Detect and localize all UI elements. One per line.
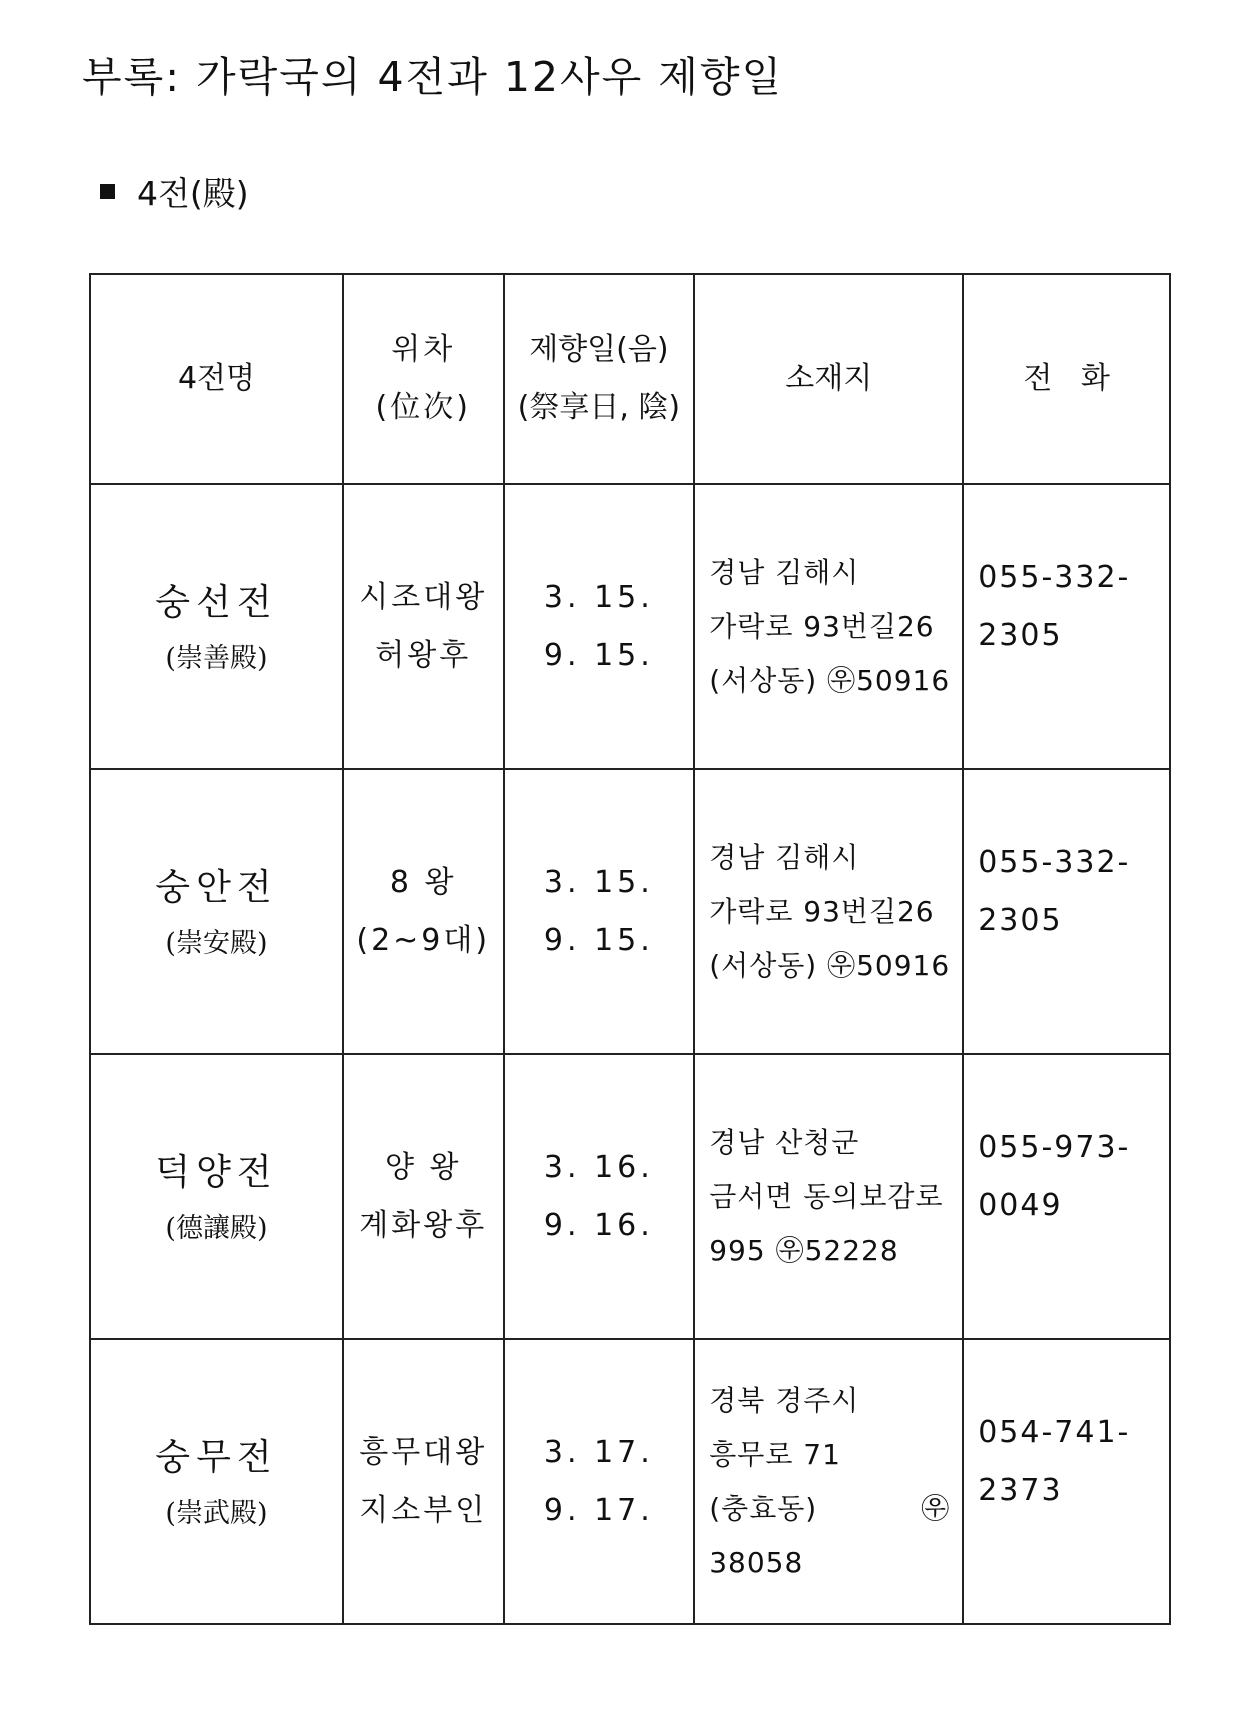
ritual-date-autumn: 9. 16. (543, 1207, 654, 1243)
rank-line2: 계화왕후 (359, 1207, 488, 1243)
phone-line2: 0049 (978, 1187, 1063, 1223)
rank-line2: 허왕후 (375, 637, 472, 673)
hall-name-korean: 숭무전 (155, 1436, 278, 1478)
address-cell (694, 1339, 963, 1624)
phone-line2: 2305 (978, 902, 1063, 938)
address-line3: (서상동) ㉾50916 (709, 948, 951, 982)
address-line2: 가락로 93번길26 (709, 894, 935, 928)
ritual-date-spring: 3. 15. (543, 579, 654, 615)
address-line1: 경남 산청군 (709, 1125, 860, 1159)
address-line4: 38058 (709, 1545, 804, 1579)
address-cell (694, 1054, 963, 1339)
address-cell (694, 484, 963, 769)
ritual-date-cell (504, 769, 695, 1054)
header-date-line1: 제향일(음) (529, 332, 669, 367)
ritual-date-cell (504, 484, 695, 769)
rank-line2: 지소부인 (359, 1492, 488, 1528)
hall-name-cell (90, 484, 343, 769)
address-line1: 경남 김해시 (709, 840, 860, 874)
hall-name-hanja: (德讓殿) (165, 1212, 268, 1244)
ritual-date-autumn: 9. 15. (543, 922, 654, 958)
header-address: 소재지 (694, 274, 963, 484)
phone-line1: 054-741- (978, 1414, 1131, 1450)
ritual-date-spring: 3. 17. (543, 1434, 654, 1470)
address-line3: (서상동) ㉾50916 (709, 663, 951, 697)
phone-line1: 055-332- (978, 559, 1131, 595)
header-hall-name: 4전명 (90, 274, 343, 484)
table-header-row (90, 274, 1170, 484)
page-title: 부록: 가락국의 4전과 12사우 제향일 (82, 53, 784, 101)
hall-name-cell (90, 1339, 343, 1624)
header-rank (343, 274, 504, 484)
phone-line1: 055-973- (978, 1129, 1131, 1165)
ritual-date-autumn: 9. 17. (543, 1492, 654, 1528)
address-cell (694, 769, 963, 1054)
table-row (90, 1339, 1170, 1624)
ritual-date-cell (504, 1054, 695, 1339)
hall-name-korean: 덕양전 (155, 1151, 278, 1193)
header-rank-line2: (位次) (375, 390, 471, 425)
phone-line2: 2373 (978, 1472, 1063, 1508)
rank-cell (343, 769, 504, 1054)
address-line1: 경남 김해시 (709, 555, 860, 589)
address-line2: 가락로 93번길26 (709, 609, 935, 643)
square-bullet-icon (100, 184, 115, 199)
phone-cell (963, 769, 1170, 1054)
phone-line2: 2305 (978, 617, 1063, 653)
rank-line1: 흥무대왕 (359, 1434, 488, 1470)
address-line2: 흥무로 71 (709, 1437, 841, 1471)
section-heading (100, 168, 249, 215)
hall-name-hanja: (崇武殿) (165, 1497, 268, 1529)
table-row (90, 1054, 1170, 1339)
ritual-date-autumn: 9. 15. (543, 637, 654, 673)
header-date-line2: (祭享日, 陰) (517, 390, 681, 425)
header-rank-line1: 위차 (391, 332, 456, 367)
hall-name-hanja: (崇安殿) (165, 927, 268, 959)
hall-name-korean: 숭선전 (155, 581, 278, 623)
header-phone: 전 화 (963, 274, 1170, 484)
hall-name-korean: 숭안전 (155, 866, 278, 908)
phone-cell (963, 1054, 1170, 1339)
rank-line1: 8 왕 (389, 864, 457, 900)
rank-line1: 양 왕 (384, 1149, 462, 1185)
ritual-date-spring: 3. 16. (543, 1149, 654, 1185)
rank-cell (343, 1339, 504, 1624)
four-halls-table (89, 273, 1171, 1625)
phone-cell (963, 484, 1170, 769)
table-row (90, 769, 1170, 1054)
ritual-date-cell (504, 1339, 695, 1624)
table-row (90, 484, 1170, 769)
hall-name-cell (90, 769, 343, 1054)
header-ritual-date (504, 274, 695, 484)
section-heading-text: 4전(殿) (137, 174, 249, 213)
hall-name-hanja: (崇善殿) (165, 642, 268, 674)
postal-mark-icon: ㉾ (921, 1491, 951, 1525)
address-line1: 경북 경주시 (709, 1383, 860, 1417)
rank-line2: (2~9대) (356, 922, 491, 958)
phone-line1: 055-332- (978, 844, 1131, 880)
rank-cell (343, 1054, 504, 1339)
address-dong: (충효동) (709, 1491, 818, 1525)
address-line2: 금서면 동의보감로 (709, 1179, 944, 1213)
address-line3: 995 ㉾52228 (709, 1233, 899, 1267)
rank-cell (343, 484, 504, 769)
ritual-date-spring: 3. 15. (543, 864, 654, 900)
phone-cell (963, 1339, 1170, 1624)
rank-line1: 시조대왕 (359, 579, 488, 615)
hall-name-cell (90, 1054, 343, 1339)
address-line3 (709, 1482, 962, 1536)
